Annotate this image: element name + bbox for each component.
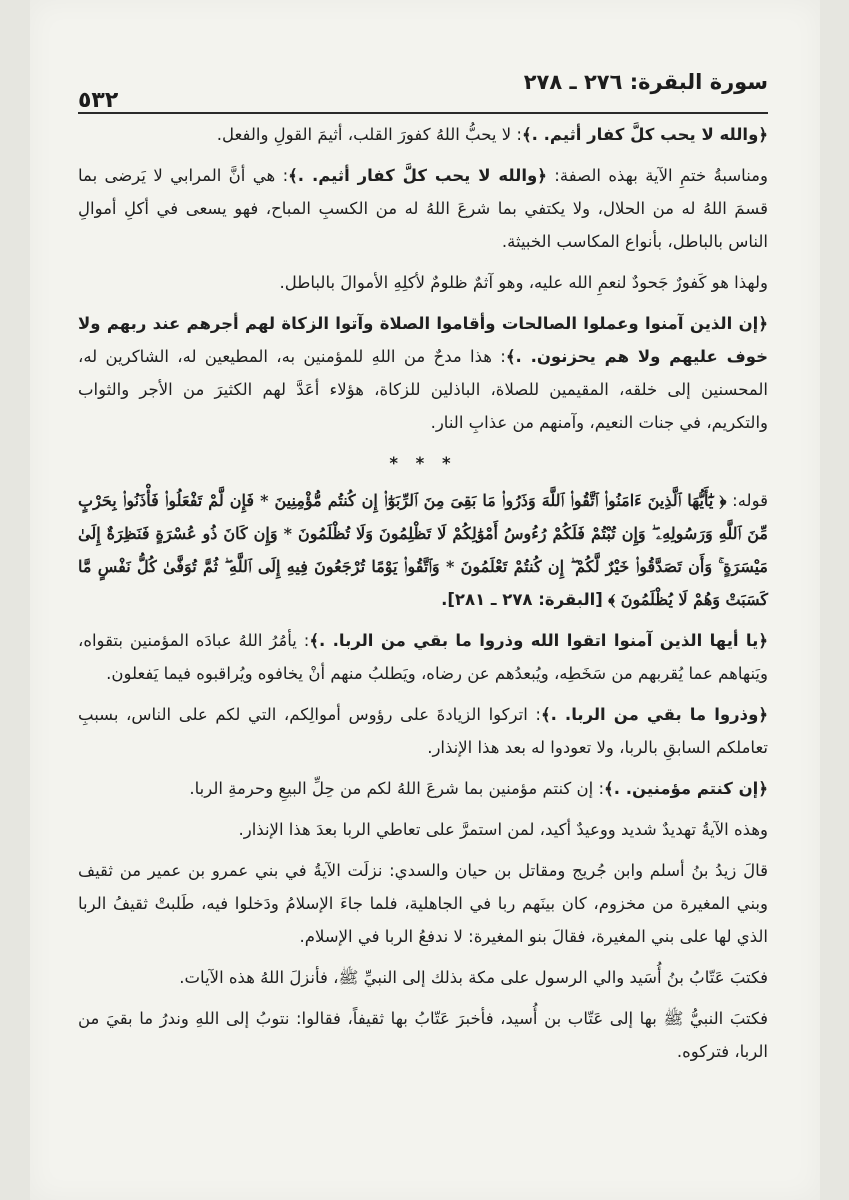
verse-reference: [البقرة: ٢٧٨ ـ ٢٨١]. — [441, 590, 603, 609]
surah-title: سورة البقرة: ٢٧٦ ـ ٢٧٨ — [523, 70, 768, 94]
paragraph — [78, 624, 768, 690]
quran-quote: ﴿يا أيها الذين آمنوا اتقوا الله وذروا ما بقي من الربا. .﴾ — [309, 631, 768, 650]
quran-quote: ﴿والله لا يحب كلَّ كفار أثيم. .﴾ — [521, 125, 768, 144]
paragraph — [78, 961, 768, 994]
paragraph — [78, 813, 768, 846]
paragraph-text: قالَ زيدُ بنُ أسلم وابن جُريج ومقاتل بن حيان والسدي: نزلَت الآيةُ في بني عمرو بن عمير من ثقيف وبني المغيرة من مخزوم، كان بينَهم ربا في الجاهلية، فلما جاءَ الإسلامُ ودَخلوا فيه، طَلبتْ ثقيفُ الربا الذي لها على بني المغيرة، فقالَ بنو المغيرة: لا ندفعُ الربا في الإسلام. — [78, 861, 768, 946]
book-page — [30, 0, 820, 1200]
paragraph — [78, 307, 768, 439]
paragraph — [78, 772, 768, 805]
paragraph — [78, 698, 768, 764]
paragraph-text: فكتبَ عَتّابُ بنُ أُسَيد والي الرسول على مكة بذلك إلى النبيِّ ﷺ، فأنزلَ اللهُ هذه الآيات. — [179, 968, 768, 987]
quran-quote: ﴿والله لا يحب كلَّ كفار أثيم. .﴾ — [288, 166, 547, 185]
paragraph-text: : هي أنَّ المرابي لا يَرضى بما قسمَ اللهُ له من الحلال، ولا يكتفي بما شرعَ اللهُ له من الكسبِ المباح، فهو يسعى في أكلِ أموالِ الناس بالباطل، بأنواع المكاسب الخبيثة. — [78, 166, 768, 251]
quran-quote: ﴿إن كنتم مؤمنين. .﴾ — [604, 779, 768, 798]
page-body — [78, 118, 768, 1076]
paragraph — [78, 266, 768, 299]
verse-intro: قوله: — [726, 491, 768, 510]
quran-quote: ﴿إن الذين آمنوا وعملوا الصالحات وأقاموا الصلاة وآتوا الزكاة لهم أجرهم عند ربهم ولا خوف عليهم ولا هم يحزنون. .﴾ — [78, 314, 768, 366]
page-number: ٥٣٢ — [78, 88, 119, 113]
paragraph — [78, 118, 768, 151]
paragraph-text: : اتركوا الزيادةَ على رؤوس أموالِكم، التي لكم على الناس، بسببِ تعاملكم السابقِ بالربا، ولا تعودوا له بعد هذا الإنذار. — [78, 705, 768, 757]
verse-block — [78, 484, 768, 616]
paragraph-text: فكتبَ النبيُّ ﷺ بها إلى عَتّاب بن أُسيد، فأخبرَ عَتّابُ بها ثقيفاً، فقالوا: نتوبُ إلى اللهِ وندرُ ما بقيَ من الربا، فتركوه. — [78, 1009, 768, 1061]
paragraph — [78, 854, 768, 953]
paragraph-text: وهذه الآيةُ تهديدٌ شديد ووعيدٌ أكيد، لمن استمرَّ على تعاطي الربا بعدَ هذا الإنذار. — [238, 820, 768, 839]
paragraph-text: : إن كنتم مؤمنين بما شرعَ اللهُ لكم من حِلِّ البيعِ وحرمةِ الربا. — [189, 779, 605, 798]
paragraph-text: : هذا مدحٌ من اللهِ للمؤمنين به، المطيعين له، الشاكرين له، المحسنين إلى خلقه، المقيمين للصلاة، الباذلين للزكاة، هؤلاء أعَدَّ لهم الكثيرَ من الأجر والثواب والتكريم، في جنات النعيم، وآمنهم من عذابِ النار. — [78, 347, 768, 432]
paragraph-text: ولهذا هو كَفورٌ جَحودٌ لنعمِ الله عليه، وهو آثمٌ ظلومٌ لأكلِهِ الأموالَ بالباطل. — [279, 273, 768, 292]
paragraph — [78, 1002, 768, 1068]
paragraph — [78, 159, 768, 258]
page-header — [78, 66, 768, 114]
paragraph-text: : يأمُرُ اللهُ عبادَه المؤمنين بتقواه، ويَنهاهم عما يُقربهم من سَخَطِه، ويُبعدُهم عن رضاه، ويَطلبُ منهم أنْ يخافوه ويُراقبوه فيما يَفعلون. — [78, 631, 768, 683]
paragraph-text: : لا يحبُّ اللهُ كفورَ القلب، أثيمَ القولِ والفعل. — [216, 125, 522, 144]
quran-quote: ﴿وذروا ما بقي من الربا. .﴾ — [540, 705, 768, 724]
section-separator: * * * — [389, 454, 457, 473]
quran-verse: ﴿ يَٰٓأَيُّهَا ٱلَّذِينَ ءَامَنُوا۟ ٱتَّقُوا۟ ٱللَّهَ وَذَرُوا۟ مَا بَقِىَ مِنَ ٱلرِّبَوٰٓا۟ إِن كُنتُم مُّؤْمِنِينَ * فَإِن لَّمْ تَفْعَلُوا۟ فَأْذَنُوا۟ بِحَرْبٍ مِّنَ ٱللَّهِ وَرَسُولِهِۦ ۖ وَإِن تُبْتُمْ فَلَكُمْ رُءُوسُ أَمْوَٰلِكُمْ لَا تَظْلِمُونَ وَلَا تُظْلَمُونَ * وَإِن كَانَ ذُو عُسْرَةٍ فَنَظِرَةٌ إِلَىٰ مَيْسَرَةٍ ۚ وَأَن تَصَدَّقُوا۟ خَيْرٌ لَّكُمْ ۖ إِن كُنتُمْ تَعْلَمُونَ * وَٱتَّقُوا۟ يَوْمًا تُرْجَعُونَ فِيهِ إِلَى ٱللَّهِ ۖ ثُمَّ تُوَفَّىٰ كُلُّ نَفْسٍ مَّا كَسَبَتْ وَهُمْ لَا يُظْلَمُونَ ﴾ — [78, 491, 768, 609]
paragraph-text: ومناسبةُ ختمِ الآية بهذه الصفة: — [546, 166, 768, 185]
